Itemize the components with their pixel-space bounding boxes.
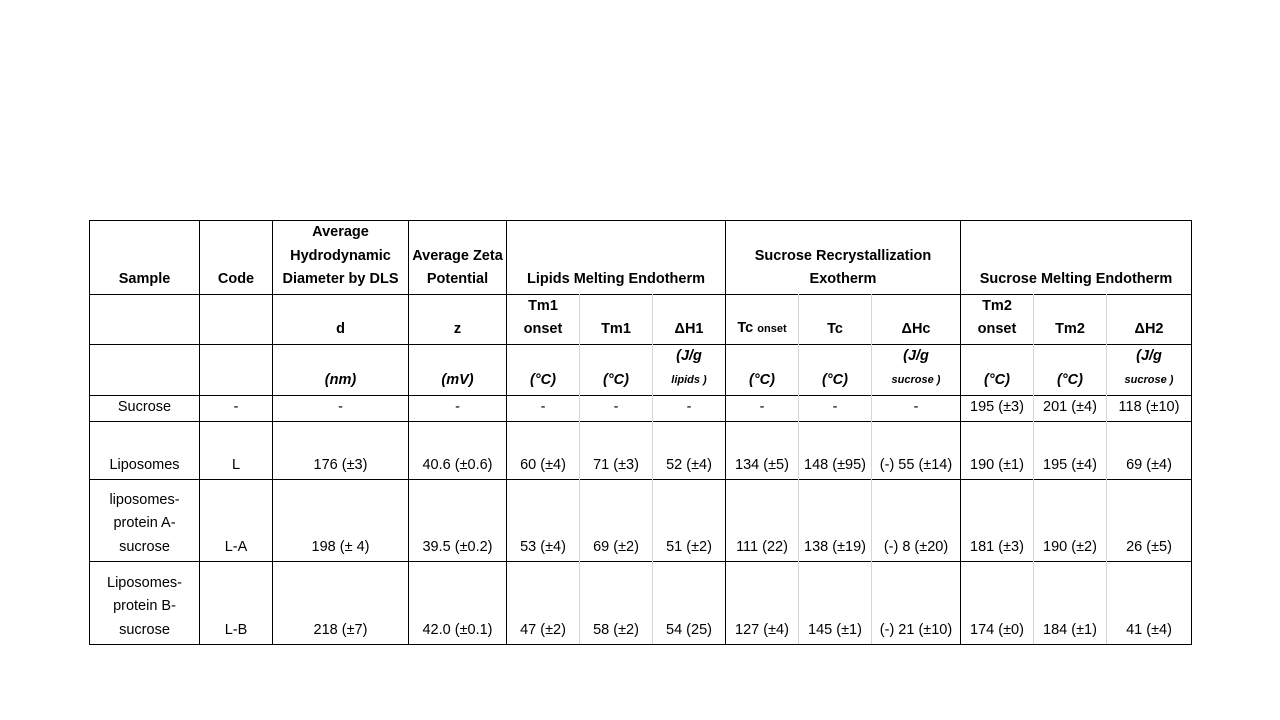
header-row: [90, 221, 1192, 295]
unit-tc: (°C): [799, 344, 872, 395]
table-cell: (-) 21 (±10): [872, 562, 961, 645]
subheader-d: d: [273, 294, 409, 344]
header-lipids-melting: Lipids Melting Endotherm: [507, 221, 726, 295]
table-cell: 53 (±4): [507, 480, 580, 562]
units-row: [90, 344, 1192, 395]
table-cell: 190 (±2): [1034, 480, 1107, 562]
subheader-tm2-onset: Tm2 onset: [961, 294, 1034, 344]
table-cell: 54 (25): [653, 562, 726, 645]
unit-dh1: (J/g lipids ): [653, 344, 726, 395]
unit-tc-onset: (°C): [726, 344, 799, 395]
header-code: Code: [200, 221, 273, 295]
table-cell: 111 (22): [726, 480, 799, 562]
table-cell: 218 (±7): [273, 562, 409, 645]
table-row: [90, 395, 1192, 422]
header-sucrose-melting: Sucrose Melting Endotherm: [961, 221, 1192, 295]
table-cell: 118 (±10): [1107, 395, 1192, 422]
table-cell: 176 (±3): [273, 422, 409, 480]
subheader-tc: Tc: [799, 294, 872, 344]
subheader-row: [90, 294, 1192, 344]
unit-dh2: (J/g sucrose ): [1107, 344, 1192, 395]
table-cell: 69 (±2): [580, 480, 653, 562]
table-cell: Liposomes-protein B-sucrose: [90, 562, 200, 645]
table-cell: 181 (±3): [961, 480, 1034, 562]
table-cell: -: [653, 395, 726, 422]
table-cell: 195 (±4): [1034, 422, 1107, 480]
table-cell: 51 (±2): [653, 480, 726, 562]
unit-tm2: (°C): [1034, 344, 1107, 395]
table-cell: -: [409, 395, 507, 422]
table-row: [90, 562, 1192, 645]
table-cell: Sucrose: [90, 395, 200, 422]
header-sucrose-recrystallization: Sucrose Recrystallization Exotherm: [726, 221, 961, 295]
table-cell: L-B: [200, 562, 273, 645]
subheader-tc-onset: Tc onset: [726, 294, 799, 344]
table-cell: -: [872, 395, 961, 422]
table-cell: 134 (±5): [726, 422, 799, 480]
table-cell: 47 (±2): [507, 562, 580, 645]
subheader-dh1: ΔH1: [653, 294, 726, 344]
table-cell: 39.5 (±0.2): [409, 480, 507, 562]
unit-tm1: (°C): [580, 344, 653, 395]
subheader-z: z: [409, 294, 507, 344]
table-cell: Liposomes: [90, 422, 200, 480]
unit-tm1-onset: (°C): [507, 344, 580, 395]
subheader-tm1-onset: Tm1 onset: [507, 294, 580, 344]
table-cell: (-) 55 (±14): [872, 422, 961, 480]
table-cell: 198 (± 4): [273, 480, 409, 562]
table-cell: 41 (±4): [1107, 562, 1192, 645]
table-cell: 201 (±4): [1034, 395, 1107, 422]
table-cell: liposomes-protein A-sucrose: [90, 480, 200, 562]
table-cell: 58 (±2): [580, 562, 653, 645]
header-sample: Sample: [90, 221, 200, 295]
table-cell: 184 (±1): [1034, 562, 1107, 645]
subheader-tm1: Tm1: [580, 294, 653, 344]
header-zeta: Average Zeta Potential: [409, 221, 507, 295]
table-cell: -: [580, 395, 653, 422]
table-cell: 195 (±3): [961, 395, 1034, 422]
table-cell: 71 (±3): [580, 422, 653, 480]
table-cell: L: [200, 422, 273, 480]
table-cell: 127 (±4): [726, 562, 799, 645]
subheader-dhc: ΔHc: [872, 294, 961, 344]
unit-z: (mV): [409, 344, 507, 395]
unit-tm2-onset: (°C): [961, 344, 1034, 395]
table-cell: -: [726, 395, 799, 422]
table-cell: 40.6 (±0.6): [409, 422, 507, 480]
table-cell: 26 (±5): [1107, 480, 1192, 562]
table-cell: 148 (±95): [799, 422, 872, 480]
table-cell: 60 (±4): [507, 422, 580, 480]
results-table: [89, 220, 1192, 645]
table-cell: 138 (±19): [799, 480, 872, 562]
table-cell: -: [273, 395, 409, 422]
table-cell: -: [507, 395, 580, 422]
table-cell: -: [799, 395, 872, 422]
table-row: [90, 480, 1192, 562]
table-cell: 174 (±0): [961, 562, 1034, 645]
table-cell: 145 (±1): [799, 562, 872, 645]
table-cell: -: [200, 395, 273, 422]
unit-dhc: (J/g sucrose ): [872, 344, 961, 395]
table-cell: L-A: [200, 480, 273, 562]
table-cell: 190 (±1): [961, 422, 1034, 480]
subheader-tm2: Tm2: [1034, 294, 1107, 344]
table-cell: 69 (±4): [1107, 422, 1192, 480]
table-cell: 52 (±4): [653, 422, 726, 480]
header-diameter: Average Hydrodynamic Diameter by DLS: [273, 221, 409, 295]
table-cell: 42.0 (±0.1): [409, 562, 507, 645]
table-cell: (-) 8 (±20): [872, 480, 961, 562]
subheader-dh2: ΔH2: [1107, 294, 1192, 344]
table-row: [90, 422, 1192, 480]
unit-d: (nm): [273, 344, 409, 395]
